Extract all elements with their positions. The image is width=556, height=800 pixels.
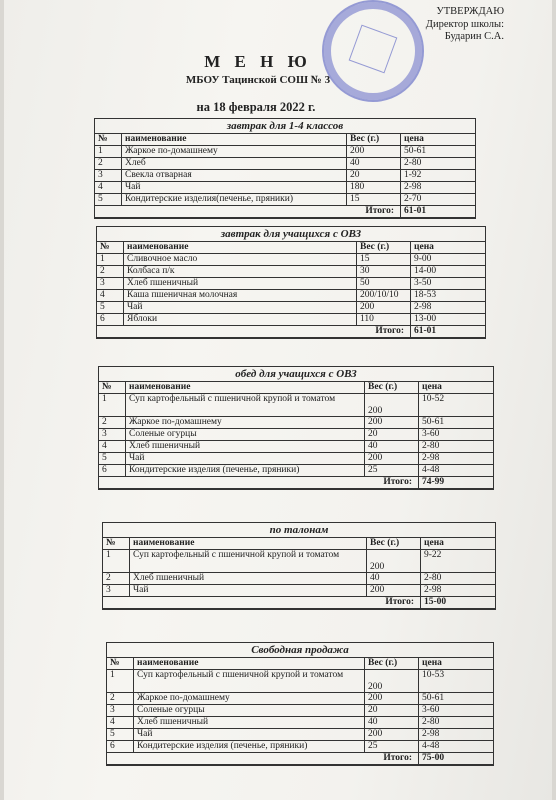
item-price: 10-52 <box>419 394 494 417</box>
item-name: Жаркое по-домашнему <box>126 417 365 429</box>
item-name: Хлеб пшеничный <box>134 717 365 729</box>
item-weight: 180 <box>347 182 401 194</box>
total-value: 74-99 <box>419 477 494 489</box>
item-number: 2 <box>97 266 124 278</box>
item-number: 1 <box>103 550 130 573</box>
item-price: 3-50 <box>411 278 486 290</box>
item-name: Кондитерские изделия (печенье, пряники) <box>134 741 365 753</box>
item-price: 2-80 <box>419 717 494 729</box>
item-number: 6 <box>99 465 126 477</box>
school-seal-stamp <box>322 0 424 102</box>
item-number: 3 <box>107 705 134 717</box>
item-weight: 40 <box>347 158 401 170</box>
item-name: Соленые огурцы <box>126 429 365 441</box>
table-row <box>97 254 485 266</box>
item-weight: 25 <box>365 465 419 477</box>
item-weight: 200 <box>365 417 419 429</box>
item-name: Чай <box>130 585 367 597</box>
item-name: Жаркое по-домашнему <box>122 146 347 158</box>
item-weight: 30 <box>357 266 411 278</box>
menu-document <box>4 0 552 800</box>
item-name: Соленые огурцы <box>134 705 365 717</box>
item-number: 1 <box>107 670 134 693</box>
total-row <box>97 326 485 338</box>
item-price: 3-60 <box>419 705 494 717</box>
item-weight: 20 <box>347 170 401 182</box>
approval-block <box>426 6 504 44</box>
item-price: 10-53 <box>419 670 494 693</box>
col-weight-header: Вес (г.) <box>367 538 421 550</box>
table-row <box>97 314 485 326</box>
item-name: Чай <box>126 453 365 465</box>
item-number: 3 <box>99 429 126 441</box>
total-label: Итого: <box>107 753 419 765</box>
item-name: Чай <box>124 302 357 314</box>
col-price-header: цена <box>419 658 494 670</box>
col-price-header: цена <box>421 538 496 550</box>
item-name: Каша пшеничная молочная <box>124 290 357 302</box>
col-name-header: наименование <box>130 538 367 550</box>
item-name: Колбаса п/к <box>124 266 357 278</box>
item-name: Хлеб пшеничный <box>126 441 365 453</box>
item-price: 2-80 <box>421 573 496 585</box>
total-value: 75-00 <box>419 753 494 765</box>
total-value: 61-01 <box>401 206 476 218</box>
table-row <box>95 158 475 170</box>
item-weight: 50 <box>357 278 411 290</box>
col-name-header: наименование <box>122 134 347 146</box>
table-row <box>95 170 475 182</box>
table-row <box>97 302 485 314</box>
item-price: 9-00 <box>411 254 486 266</box>
item-name: Сливочное масло <box>124 254 357 266</box>
table-row <box>95 182 475 194</box>
item-price: 4-48 <box>419 465 494 477</box>
item-number: 1 <box>95 146 122 158</box>
col-num-header: № <box>107 658 134 670</box>
item-weight: 40 <box>365 717 419 729</box>
item-number: 4 <box>107 717 134 729</box>
item-weight: 20 <box>365 429 419 441</box>
menu-table <box>95 134 475 218</box>
total-label: Итого: <box>97 326 411 338</box>
item-number: 3 <box>103 585 130 597</box>
menu-date: на 18 февраля 2022 г. <box>196 100 316 114</box>
col-weight-header: Вес (г.) <box>357 242 411 254</box>
table-header-row <box>103 538 495 550</box>
table-row <box>99 394 493 417</box>
item-number: 1 <box>97 254 124 266</box>
item-weight: 15 <box>347 194 401 206</box>
table-header-row <box>97 242 485 254</box>
item-price: 2-70 <box>401 194 476 206</box>
table-row <box>99 453 493 465</box>
item-number: 2 <box>107 693 134 705</box>
col-price-header: цена <box>419 382 494 394</box>
item-weight: 200 <box>367 585 421 597</box>
total-row <box>103 597 495 609</box>
item-price: 2-98 <box>419 453 494 465</box>
item-price: 50-61 <box>401 146 476 158</box>
item-price: 2-98 <box>401 182 476 194</box>
table-row <box>107 729 493 741</box>
menu-section <box>94 118 476 219</box>
table-row <box>107 705 493 717</box>
table-header-row <box>95 134 475 146</box>
item-weight: 20 <box>365 705 419 717</box>
table-row <box>107 741 493 753</box>
col-name-header: наименование <box>126 382 365 394</box>
menu-section <box>102 522 496 610</box>
item-weight: 40 <box>365 441 419 453</box>
total-value: 61-01 <box>411 326 486 338</box>
item-number: 4 <box>99 441 126 453</box>
col-name-header: наименование <box>124 242 357 254</box>
col-weight-header: Вес (г.) <box>347 134 401 146</box>
item-price: 14-00 <box>411 266 486 278</box>
section-heading: завтрак для учащихся с ОВЗ <box>97 227 485 242</box>
item-weight: 200 <box>365 729 419 741</box>
col-num-header: № <box>99 382 126 394</box>
item-price: 13-00 <box>411 314 486 326</box>
total-row <box>107 753 493 765</box>
col-price-header: цена <box>401 134 476 146</box>
item-number: 2 <box>103 573 130 585</box>
approval-title: УТВЕРЖДАЮ <box>436 6 504 17</box>
table-row <box>99 465 493 477</box>
item-name: Суп картофельный с пшеничной крупой и томатом <box>126 394 365 417</box>
item-name: Чай <box>122 182 347 194</box>
table-row <box>103 585 495 597</box>
item-price: 2-80 <box>401 158 476 170</box>
menu-table <box>97 242 485 338</box>
item-price: 1-92 <box>401 170 476 182</box>
total-row <box>99 477 493 489</box>
table-row <box>107 717 493 729</box>
total-label: Итого: <box>95 206 401 218</box>
table-row <box>107 693 493 705</box>
total-label: Итого: <box>103 597 421 609</box>
item-number: 5 <box>95 194 122 206</box>
item-name: Суп картофельный с пшеничной крупой и томатом <box>130 550 367 573</box>
table-row <box>95 146 475 158</box>
item-price: 18-53 <box>411 290 486 302</box>
item-number: 4 <box>97 290 124 302</box>
table-row <box>107 670 493 693</box>
item-weight: 110 <box>357 314 411 326</box>
col-name-header: наименование <box>134 658 365 670</box>
item-price: 2-80 <box>419 441 494 453</box>
item-price: 2-98 <box>421 585 496 597</box>
menu-table <box>103 538 495 609</box>
item-weight: 200/10/10 <box>357 290 411 302</box>
item-number: 1 <box>99 394 126 417</box>
menu-section <box>106 642 494 766</box>
item-name: Хлеб пшеничный <box>130 573 367 585</box>
total-row <box>95 206 475 218</box>
school-name: МБОУ Тацинской СОШ № 3 <box>185 74 331 86</box>
item-weight: 200 <box>367 550 421 573</box>
item-number: 6 <box>107 741 134 753</box>
item-number: 6 <box>97 314 124 326</box>
menu-section <box>98 366 494 490</box>
col-num-header: № <box>103 538 130 550</box>
menu-table <box>99 382 493 489</box>
item-name: Суп картофельный с пшеничной крупой и томатом <box>134 670 365 693</box>
item-name: Жаркое по-домашнему <box>134 693 365 705</box>
table-row <box>97 266 485 278</box>
item-price: 2-98 <box>419 729 494 741</box>
item-weight: 40 <box>367 573 421 585</box>
total-value: 15-00 <box>421 597 496 609</box>
item-weight: 200 <box>365 394 419 417</box>
table-row <box>99 441 493 453</box>
section-heading: завтрак для 1-4 классов <box>95 119 475 134</box>
item-price: 50-61 <box>419 693 494 705</box>
item-number: 5 <box>97 302 124 314</box>
item-weight: 200 <box>357 302 411 314</box>
approval-name: Бударин С.А. <box>444 31 504 42</box>
item-weight: 15 <box>357 254 411 266</box>
item-weight: 200 <box>347 146 401 158</box>
section-heading: Свободная продажа <box>107 643 493 658</box>
total-label: Итого: <box>99 477 419 489</box>
table-row <box>97 278 485 290</box>
item-name: Чай <box>134 729 365 741</box>
item-number: 3 <box>95 170 122 182</box>
menu-section <box>96 226 486 339</box>
menu-table <box>107 658 493 765</box>
table-row <box>99 417 493 429</box>
item-weight: 200 <box>365 693 419 705</box>
item-name: Яблоки <box>124 314 357 326</box>
item-weight: 200 <box>365 670 419 693</box>
item-number: 5 <box>107 729 134 741</box>
table-row <box>97 290 485 302</box>
table-row <box>103 550 495 573</box>
item-number: 2 <box>99 417 126 429</box>
menu-title: М Е Н Ю <box>204 52 312 71</box>
item-name: Хлеб пшеничный <box>124 278 357 290</box>
col-weight-header: Вес (г.) <box>365 382 419 394</box>
section-heading: обед для учащихся с ОВЗ <box>99 367 493 382</box>
table-row <box>103 573 495 585</box>
item-price: 9-22 <box>421 550 496 573</box>
item-number: 2 <box>95 158 122 170</box>
table-row <box>95 194 475 206</box>
item-price: 3-60 <box>419 429 494 441</box>
item-price: 2-98 <box>411 302 486 314</box>
item-number: 4 <box>95 182 122 194</box>
item-weight: 25 <box>365 741 419 753</box>
col-weight-header: Вес (г.) <box>365 658 419 670</box>
col-num-header: № <box>95 134 122 146</box>
item-name: Хлеб <box>122 158 347 170</box>
item-weight: 200 <box>365 453 419 465</box>
table-header-row <box>107 658 493 670</box>
col-num-header: № <box>97 242 124 254</box>
item-name: Кондитерские изделия(печенье, пряники) <box>122 194 347 206</box>
item-name: Кондитерские изделия (печенье, пряники) <box>126 465 365 477</box>
item-number: 3 <box>97 278 124 290</box>
col-price-header: цена <box>411 242 486 254</box>
table-row <box>99 429 493 441</box>
section-heading: по талонам <box>103 523 495 538</box>
table-header-row <box>99 382 493 394</box>
item-price: 50-61 <box>419 417 494 429</box>
item-price: 4-48 <box>419 741 494 753</box>
item-name: Свекла отварная <box>122 170 347 182</box>
item-number: 5 <box>99 453 126 465</box>
approval-position: Директор школы: <box>425 18 504 30</box>
